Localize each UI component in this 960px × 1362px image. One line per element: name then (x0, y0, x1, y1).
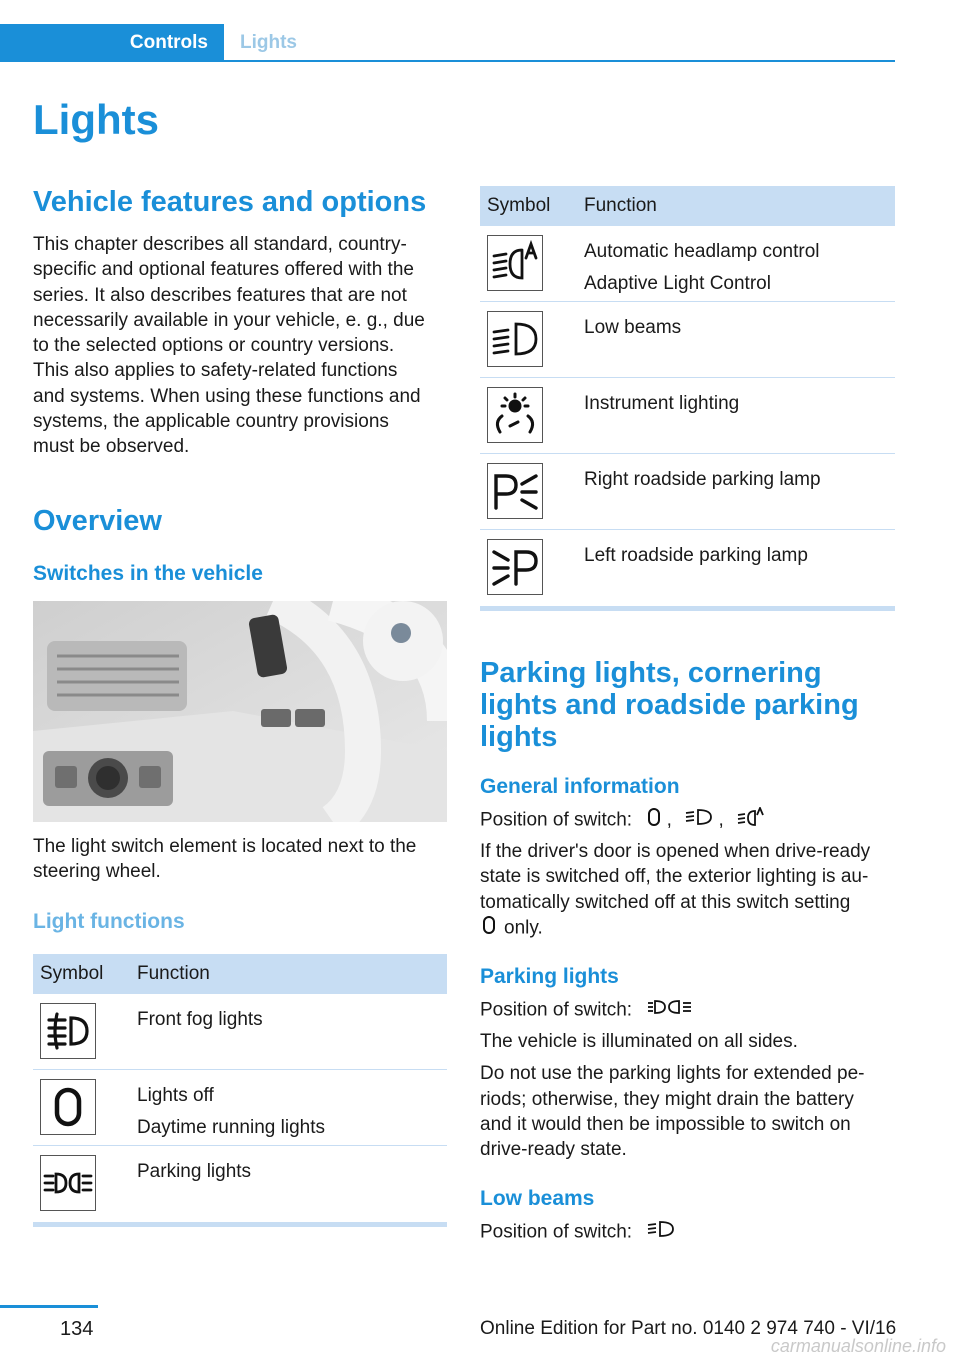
table-row (480, 302, 895, 378)
footer-rule (0, 1305, 98, 1308)
table-row (480, 454, 895, 530)
table-cell-function: Lights off Daytime running lights (137, 1085, 325, 1138)
parking-lights-heading: Parking lights (480, 965, 619, 988)
switches-heading: Switches in the vehicle (33, 562, 263, 585)
table-cell-function: Low beams (584, 317, 682, 338)
low-beams-heading: Low beams (480, 1187, 595, 1210)
page-number: 134 (60, 1318, 94, 1340)
light-functions-heading: Light functions (33, 910, 185, 933)
table-row (33, 1070, 447, 1146)
parking-lights-icon (40, 1155, 96, 1211)
table-cell-function: Automatic headlamp control Adaptive Light Control (584, 241, 820, 294)
front-fog-lights-icon (40, 1003, 96, 1059)
parking-lights-text: The vehicle is illuminated on all sides. Do not use the parking lights for extended pe- riods; otherwise, they might drain the battery and it would then be impossible to switch on drive-ready state. (480, 1031, 865, 1161)
general-information-text: If the driver's door is opened when drive-ready state is switched off, the exterior lighting is au- tomatically switched off at this switch setting only. (480, 839, 900, 942)
parking-cornering-heading: Parking lights, cornering lights and roadside parking lights (480, 657, 859, 753)
general-position-line: Position of switch: , , (480, 807, 900, 834)
low-beams-icon (487, 311, 543, 367)
table-cell-function: Right roadside parking lamp (584, 469, 821, 490)
lights-off-icon (482, 915, 496, 942)
right-parking-lamp-icon (487, 463, 543, 519)
table-cell-function: Parking lights (137, 1161, 252, 1182)
edition-note: Online Edition for Part no. 0140 2 974 740 - VI/16 (480, 1318, 897, 1339)
table-row (480, 226, 895, 302)
table-row (480, 378, 895, 454)
table-header (33, 954, 447, 994)
overview-heading: Overview (33, 505, 162, 537)
parking-position-line: Position of switch: (480, 997, 900, 1024)
table-cell-function: Front fog lights (137, 1009, 263, 1030)
watermark: carmanualsonline.info (770, 1336, 946, 1356)
automatic-headlamp-icon (737, 807, 765, 834)
page-title: Lights (33, 96, 159, 143)
lights-off-icon (647, 807, 661, 834)
parking-lights-icon (647, 997, 693, 1024)
table-row (33, 1146, 447, 1222)
lights-off-icon (40, 1079, 96, 1135)
light-functions-table-continued (480, 186, 895, 611)
col-symbol: Symbol (487, 195, 551, 216)
low-beams-position-line: Position of switch: (480, 1219, 900, 1246)
general-information-heading: General information (480, 775, 680, 798)
table-row (33, 994, 447, 1070)
instrument-lighting-icon (487, 387, 543, 443)
tab-lights[interactable]: Lights (240, 32, 297, 53)
vehicle-features-heading: Vehicle features and options (33, 186, 427, 218)
left-parking-lamp-icon (487, 539, 543, 595)
light-switch-photo (33, 601, 447, 822)
col-function: Function (584, 195, 657, 216)
table-bottom-rule (33, 1222, 447, 1227)
vehicle-features-text: This chapter describes all standard, country- specific and optional features offered with the series. It also describes features that are not necessarily available in your vehicle, e. g., due to the selected options or country versions. This also applies to safety-related functions and systems. When using these functions and systems, the applicable country provisions must be observed. (33, 234, 425, 458)
header-divider (0, 60, 895, 62)
automatic-headlamp-icon (487, 235, 543, 291)
light-functions-table (33, 954, 447, 1227)
col-function: Function (137, 963, 210, 984)
switch-location-text: The light switch element is located next to the steering wheel. (33, 836, 417, 883)
table-header (480, 186, 895, 226)
low-beams-icon (647, 1219, 675, 1246)
table-cell-function: Left roadside parking lamp (584, 545, 808, 566)
low-beams-icon (685, 807, 713, 834)
table-row (480, 530, 895, 606)
table-bottom-rule (480, 606, 895, 611)
tab-controls[interactable]: Controls (0, 24, 224, 62)
col-symbol: Symbol (40, 963, 104, 984)
table-cell-function: Instrument lighting (584, 393, 740, 414)
header-bar (0, 0, 895, 62)
